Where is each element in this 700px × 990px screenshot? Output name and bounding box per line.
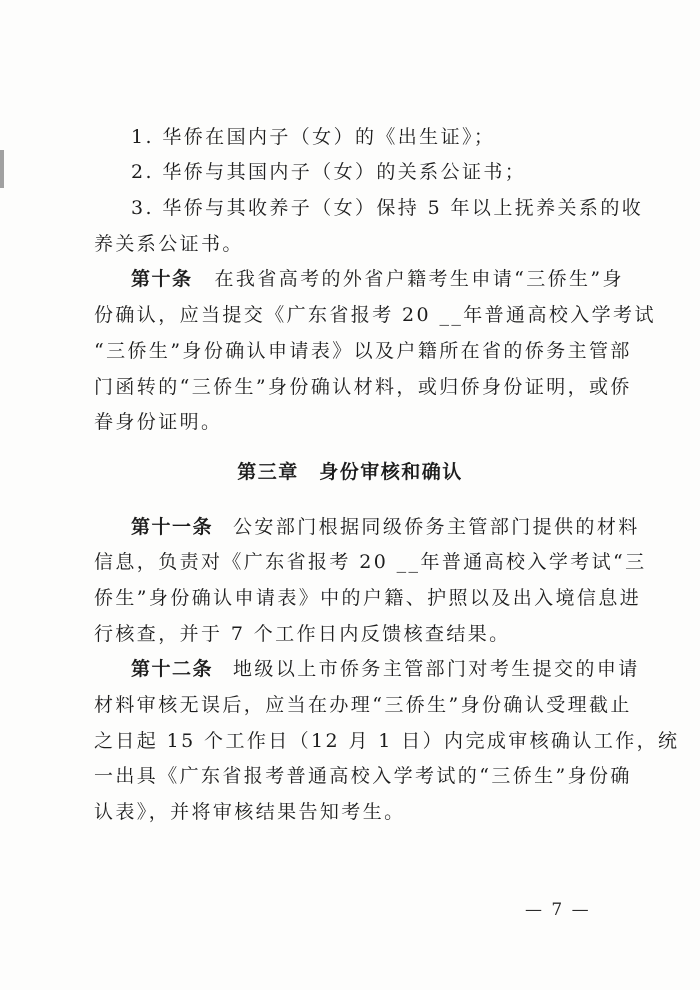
page-number: — 7 — (525, 900, 591, 920)
list-item-2: 2. 华侨与其国内子（女）的关系公证书； (131, 161, 527, 183)
list-item-3-line-2: 养关系公证书。 (94, 233, 244, 255)
article-12-line-1 (131, 657, 640, 681)
article-10-label: 第十条 (131, 268, 193, 290)
article-11-line-4: 行核查，并于 7 个工作日内反馈核查结果。 (94, 623, 511, 645)
article-10-line-3: “三侨生”身份确认申请表》以及户籍所在省的侨务主管部 (94, 340, 632, 362)
article-12-line-3: 之日起 15 个工作日（12 月 1 日）内完成审核确认工作，统 (94, 730, 680, 752)
article-10-line-4: 门函转的“三侨生”身份确认材料，或归侨身份证明，或侨 (94, 376, 632, 398)
article-10-line-1 (131, 267, 624, 291)
scan-edge-mark (0, 150, 4, 188)
article-11-line-1 (131, 515, 640, 539)
article-12-line-5: 认表》，并将审核结果告知考生。 (94, 801, 406, 823)
article-10-line-5: 眷身份证明。 (94, 411, 223, 433)
article-12-line-4: 一出具《广东省报考普通高校入学考试的“三侨生”身份确 (94, 765, 632, 787)
list-item-1: 1. 华侨在国内子（女）的《出生证》； (131, 126, 496, 148)
article-12-text-1: 地级以上市侨务主管部门对考生提交的申请 (233, 658, 640, 680)
chapter-heading: 第三章 身份审核和确认 (237, 461, 463, 483)
article-11-text-1: 公安部门根据同级侨务主管部门提供的材料 (233, 516, 640, 538)
article-11-label: 第十一条 (131, 516, 214, 538)
list-item-3-line-1: 3. 华侨与其收养子（女）保持 5 年以上抚养关系的收 (131, 197, 644, 219)
article-10-text-1: 在我省高考的外省户籍考生申请“三侨生”身 (214, 268, 624, 290)
article-12-label: 第十二条 (131, 658, 214, 680)
article-11-line-2: 信息，负责对《广东省报考 20 __年普通高校入学考试“三 (94, 551, 647, 573)
article-10-line-2: 份确认，应当提交《广东省报考 20 __年普通高校入学考试 (94, 304, 656, 326)
article-12-line-2: 材料审核无误后，应当在办理“三侨生”身份确认受理截止 (94, 694, 632, 716)
article-11-line-3: 侨生”身份确认申请表》中的户籍、护照以及出入境信息进 (94, 587, 642, 609)
